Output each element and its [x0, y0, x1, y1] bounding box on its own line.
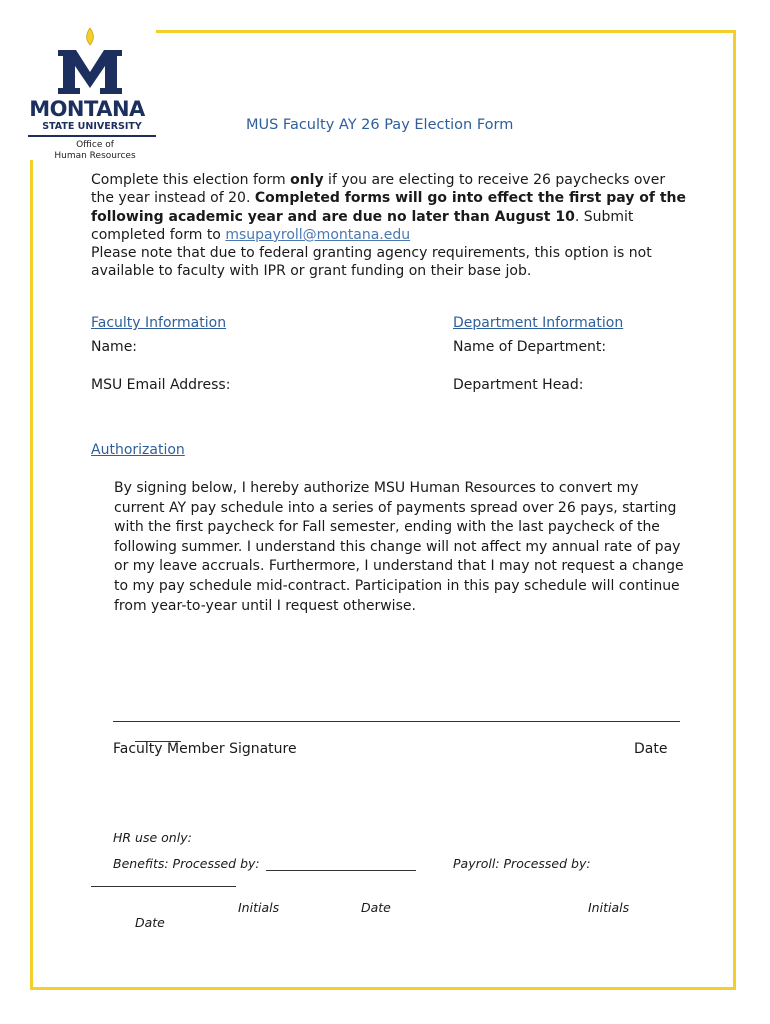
- signature-line: [113, 721, 680, 722]
- signature-date-label: Date: [634, 741, 668, 757]
- logo-office: [40, 140, 150, 162]
- intro-p1-c: if you are electing to receive 26 paychecks over the year instead of 20.: [91, 172, 666, 207]
- benefits-date-label: Date: [361, 900, 391, 915]
- logo-subtitle: STATE UNIVERSITY: [42, 121, 142, 132]
- benefits-processed-label: Benefits: Processed by:: [113, 856, 260, 871]
- logo-wordmark: MONTANA: [29, 97, 145, 121]
- form-title: MUS Faculty AY 26 Pay Election Form: [246, 117, 514, 133]
- benefits-initials-label: Initials: [238, 900, 280, 915]
- msu-logo: [18, 20, 156, 160]
- montana-m-icon: [54, 26, 126, 96]
- intro-text: [91, 171, 691, 281]
- payroll-date-label: Date: [135, 915, 165, 930]
- payroll-processed-line: [91, 886, 236, 887]
- payroll-email-link[interactable]: msupayroll@montana.edu: [225, 226, 411, 243]
- department-info-heading: Department Information: [453, 315, 624, 331]
- payroll-initials-label: Initials: [588, 900, 630, 915]
- intro-deadline: Completed forms will go into effect the first pay of the following academic year and are due no later than August 10: [91, 190, 686, 225]
- faculty-email-label: MSU Email Address:: [91, 377, 231, 393]
- logo-divider: [28, 135, 156, 137]
- faculty-name-label: Name:: [91, 339, 138, 355]
- department-head-label: Department Head:: [453, 377, 584, 393]
- logo-office-line2: Human Resources: [54, 151, 136, 161]
- logo-office-line1: Office of: [76, 140, 114, 150]
- intro-p1-a: Complete this election form: [91, 172, 291, 188]
- authorization-heading: Authorization: [91, 442, 185, 458]
- signature-label: Faculty Member Signature: [113, 741, 297, 757]
- benefits-processed-line: [266, 870, 416, 871]
- intro-only: only: [290, 172, 324, 188]
- department-name-label: Name of Department:: [453, 339, 607, 355]
- hr-use-heading: HR use only:: [113, 830, 192, 845]
- payroll-processed-label: Payroll: Processed by:: [453, 856, 591, 871]
- intro-p2: Please note that due to federal granting agency requirements, this option is not available to faculty with IPR or grant funding on their base job.: [91, 245, 652, 280]
- intro-p1-e: . Submit completed form to: [91, 208, 634, 243]
- faculty-info-heading: Faculty Information: [91, 315, 227, 331]
- authorization-text: By signing below, I hereby authorize MSU Human Resources to convert my current AY pay schedule into a series of payments spread over 26 pays, starting with the first paycheck for Fall semester, ending with the last paycheck of the following summer. I understand this change will not affect my annual rate of pay or my leave accruals. Furthermore, I understand that I may not request a change to my pay schedule mid-contract. Participation in this pay schedule will continue from year-to-year until I request otherwise.: [114, 480, 684, 614]
